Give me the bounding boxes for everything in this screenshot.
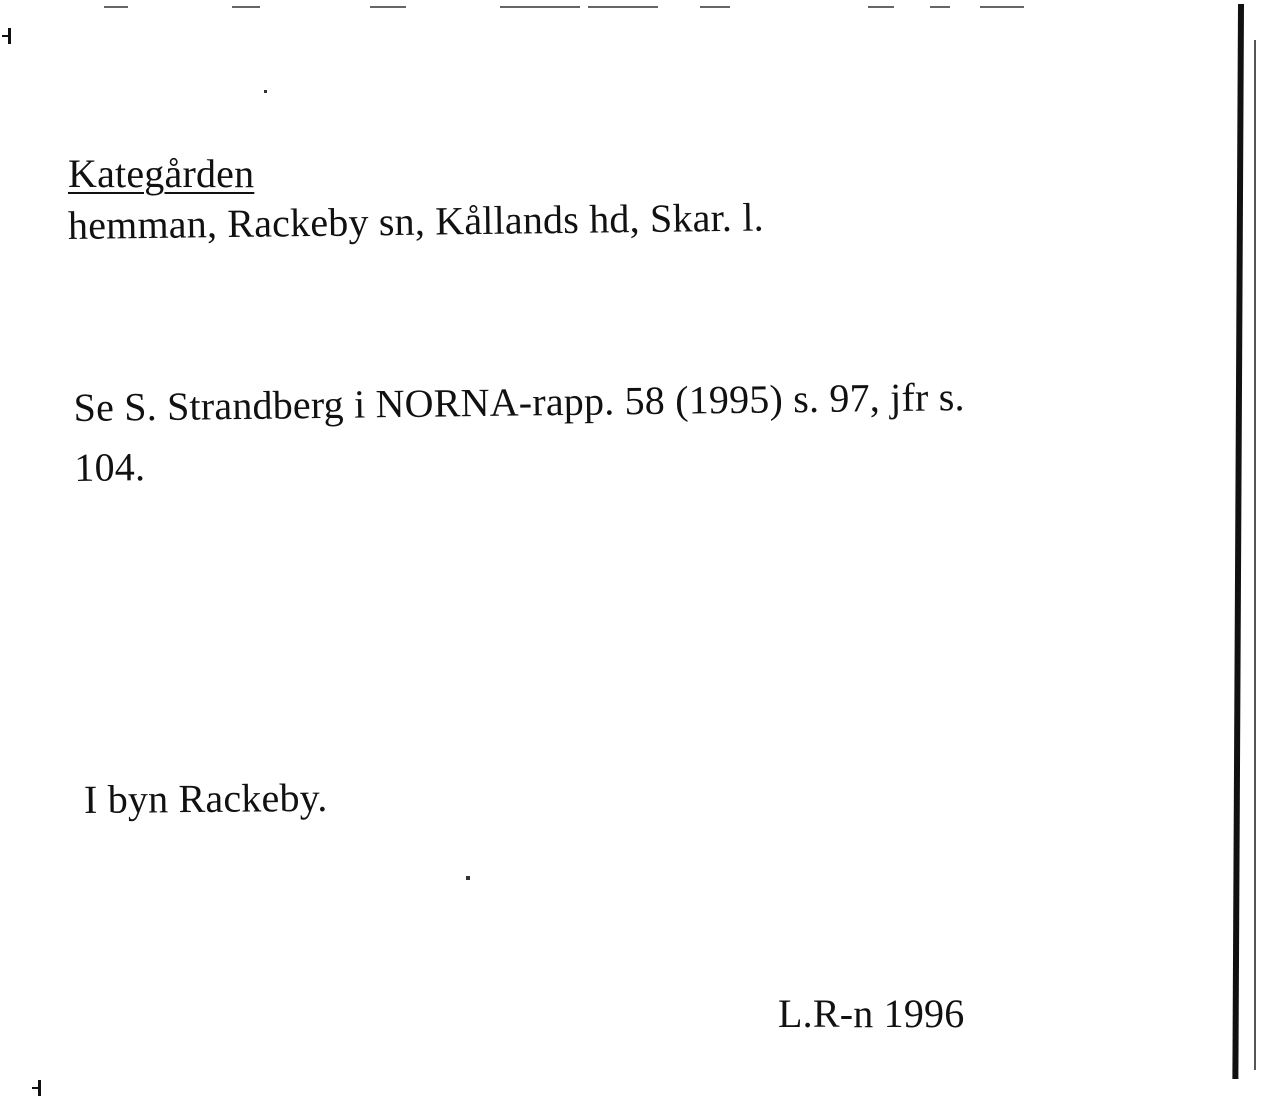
scan-edge-line bbox=[1232, 4, 1244, 1079]
reference-line-2: 104. bbox=[74, 444, 146, 490]
card-note: I byn Rackeby. bbox=[83, 774, 328, 822]
card-signature: L.R-n 1996 bbox=[778, 991, 965, 1036]
speck bbox=[370, 6, 406, 8]
speck bbox=[700, 6, 730, 8]
scan-specks-top bbox=[0, 6, 1230, 10]
scan-dot bbox=[264, 90, 267, 93]
speck bbox=[232, 6, 260, 8]
card-description: hemman, Rackeby sn, Kållands hd, Skar. l. bbox=[67, 194, 765, 248]
speck bbox=[588, 6, 658, 8]
scan-edge-line-faint bbox=[1254, 40, 1256, 1070]
scan-dot bbox=[466, 876, 470, 880]
speck bbox=[980, 6, 1024, 8]
speck bbox=[104, 6, 128, 8]
registration-mark-bottom-left bbox=[32, 1080, 46, 1094]
speck bbox=[500, 6, 580, 8]
card-reference bbox=[73, 367, 965, 498]
reference-line-1: Se S. Strandberg i NORNA-rapp. 58 (1995) s. 97, jfr s. bbox=[73, 374, 965, 431]
registration-mark-top-left bbox=[2, 28, 16, 42]
card-headword: Kategården bbox=[68, 151, 255, 196]
speck bbox=[868, 6, 894, 8]
speck bbox=[930, 6, 950, 8]
